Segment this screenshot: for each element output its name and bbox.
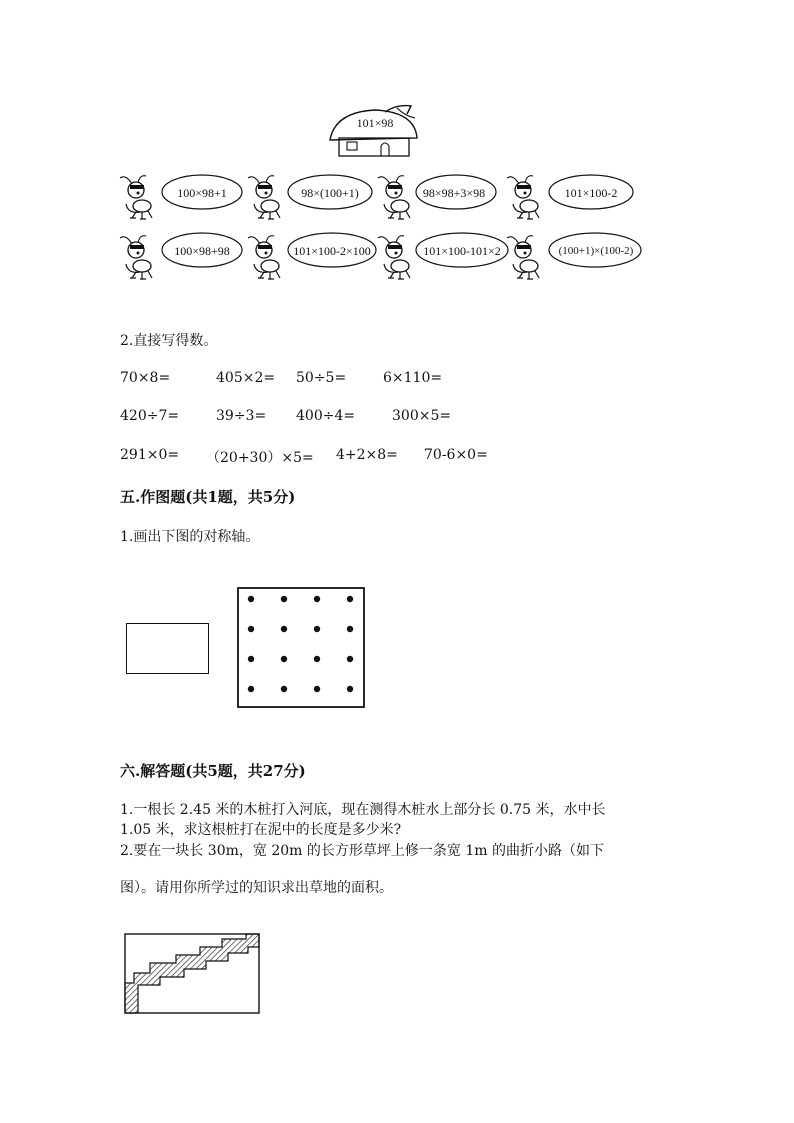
- ant-card: [376, 232, 511, 284]
- math-item: 300×5=: [392, 408, 452, 424]
- math-item: 291×0=: [120, 447, 180, 463]
- math-item: 39÷3=: [216, 408, 267, 424]
- math-item: 70×8=: [120, 370, 171, 386]
- ant-expression: 98×98+3×98: [422, 186, 486, 200]
- math-row: [0, 408, 794, 428]
- ant-card: [505, 232, 645, 284]
- mushroom-label: 101×98: [356, 116, 394, 130]
- section6-q1-line1: 1.一根长 2.45 米的木桩打入河底，现在测得木桩水上部分长 0.75 米，水中长: [120, 802, 606, 818]
- section5-heading: 五.作图题(共1题，共5分): [120, 488, 296, 506]
- lawn-path-figure: [124, 933, 261, 1015]
- ant-card: [118, 172, 248, 224]
- dot-grid-figure: [237, 587, 365, 708]
- ant-card: [118, 232, 248, 284]
- math-row: [0, 447, 794, 467]
- math-item: 420÷7=: [120, 408, 180, 424]
- ant-card: [246, 232, 381, 284]
- ant-expression: 100×98+98: [174, 244, 230, 258]
- section6-q2-line1: 2.要在一块长 30m，宽 20m 的长方形草坪上修一条宽 1m 的曲折小路（如下: [120, 843, 604, 859]
- section5-q1: 1.画出下图的对称轴。: [120, 529, 260, 545]
- rectangle-figure: [126, 623, 209, 674]
- ant-expression: 101×100-2×100: [293, 244, 371, 258]
- ant-expression: (100+1)×(100-2): [558, 245, 634, 257]
- q2-title: 2.直接写得数。: [120, 333, 218, 349]
- ant-card: [505, 172, 635, 224]
- section6-q2-line2: 图）。请用你所学过的知识求出草地的面积。: [120, 880, 393, 896]
- math-item: （20+30）×5=: [206, 450, 314, 466]
- section6-heading: 六.解答题(共5题，共27分): [120, 762, 306, 780]
- mushroom-house-illustration: [325, 100, 425, 160]
- ant-card: [246, 172, 376, 224]
- section6-q1-line2: 1.05 米，求这根桩打在泥中的长度是多少米?: [120, 822, 402, 838]
- ant-expression: 101×100-101×2: [423, 244, 501, 258]
- math-item: 405×2=: [216, 370, 276, 386]
- math-row: [0, 370, 794, 390]
- math-item: 400÷4=: [296, 408, 356, 424]
- math-item: 70-6×0=: [424, 447, 488, 463]
- math-item: 4+2×8=: [336, 447, 398, 463]
- ant-expression: 101×100-2: [564, 186, 618, 200]
- ant-card: [376, 172, 506, 224]
- math-item: 6×110=: [383, 370, 443, 386]
- ant-expression: 100×98+1: [177, 186, 227, 200]
- ant-expression: 98×(100+1): [301, 186, 359, 200]
- math-item: 50÷5=: [296, 370, 347, 386]
